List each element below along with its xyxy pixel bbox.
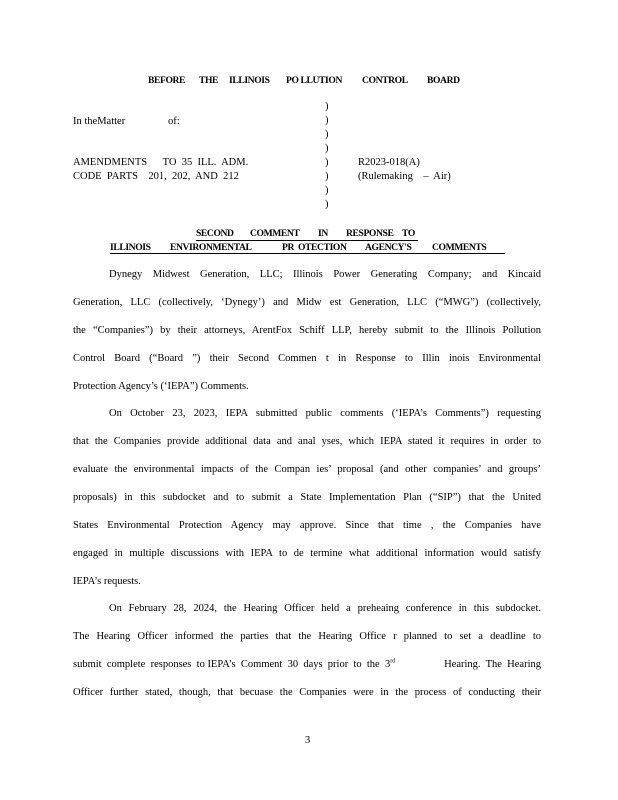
- body-line-9: proposals) in this subdocket and to submit a State Implementation Plan (“SIP”) that the United: [73, 492, 541, 503]
- doc-title-word: PR OTECTION: [282, 242, 347, 253]
- body-line-12: IEPA’s requests.: [73, 576, 141, 587]
- page-number: 3: [305, 735, 311, 746]
- ordinal-superscript: rd: [390, 658, 396, 665]
- board-title-word-3: ILLINOIS: [229, 75, 270, 86]
- doc-title-word: TO: [402, 228, 415, 239]
- doc-title-word: COMMENTS: [432, 242, 487, 253]
- doc-title-word: ILLINOIS: [110, 242, 151, 253]
- doc-title-word: ENVIRONMENTAL: [170, 242, 252, 253]
- matter-label: In theMatter: [73, 116, 126, 127]
- body-line-13: On February 28, 2024, the Hearing Officer held a preheaing conference in this subdocket.: [109, 603, 541, 614]
- body-line-15-lead: submit complete responses to IEPA’s Comment 30 days prior to the 3: [73, 659, 391, 670]
- body-line-11: engaged in multiple discussions with IEPA to de termine what additional information would satisfy: [73, 548, 541, 559]
- caption-bracket: ): [325, 185, 329, 196]
- body-line-15: [73, 658, 541, 672]
- doc-title-word: SECOND: [196, 228, 234, 239]
- body-line-8: evaluate the environmental impacts of the Compan ies’ proposal (and other companies’ and groups’: [73, 464, 541, 475]
- doc-title-underline-2: [110, 253, 505, 254]
- body-line-14: The Hearing Officer informed the parties that the Hearing Office r planned to set a deadline to: [73, 631, 541, 642]
- caption-bracket: ): [325, 115, 329, 126]
- docket-number: R2023-018(A): [358, 157, 420, 168]
- doc-title-word: IN: [318, 228, 328, 239]
- caption-left-line-1: AMENDMENTS TO 35 ILL. ADM.: [73, 157, 249, 168]
- caption-bracket: ): [325, 129, 329, 140]
- caption-bracket: ): [325, 171, 329, 182]
- board-title-word-6: BOARD: [427, 75, 460, 86]
- doc-title-word: AGENCY'S: [365, 242, 412, 253]
- body-line-4: Control Board (“Board ”) their Second Commen t in Response to Illin inois Environmental: [73, 353, 541, 364]
- body-line-1: Dynegy Midwest Generation, LLC; Illinois Power Generating Company; and Kincaid: [109, 269, 541, 280]
- body-line-2: Generation, LLC (collectively, ‘Dynegy’) and Midw est Generation, LLC (“MWG”) (collectively,: [73, 297, 541, 308]
- body-line-6: On October 23, 2023, IEPA submitted public comments (‘IEPA’s Comments”) requesting: [109, 408, 541, 419]
- board-title-word-5: CONTROL: [362, 75, 408, 86]
- caption-bracket: ): [325, 157, 329, 168]
- doc-title-word: COMMENT: [250, 228, 300, 239]
- doc-title-underline-1: [196, 240, 418, 241]
- of-label: of:: [168, 116, 180, 127]
- board-title-word-2: THE: [199, 75, 219, 86]
- doc-title-word: RESPONSE: [346, 228, 394, 239]
- board-title-word-4: PO LLUTION: [286, 75, 342, 86]
- caption-bracket: ): [325, 199, 329, 210]
- body-line-10: States Environmental Protection Agency may approve. Since that time , the Companies have: [73, 520, 541, 531]
- caption-bracket: ): [325, 143, 329, 154]
- docket-type: (Rulemaking – Air): [358, 171, 451, 182]
- body-line-15-tail: Hearing. The Hearing: [444, 659, 541, 670]
- body-line-3: the “Companies”) by their attorneys, ArentFox Schiff LLP, hereby submit to the Illinois Pollution: [73, 325, 541, 336]
- body-line-15-text: [73, 658, 395, 672]
- body-line-5: Protection Agency’s (‘IEPA”) Comments.: [73, 381, 249, 392]
- body-line-7: that the Companies provide additional data and anal yses, which IEPA stated it requires in order to: [73, 436, 541, 447]
- board-title-word-1: BEFORE: [148, 75, 186, 86]
- body-line-16: Officer further stated, though, that becuase the Companies were in the process of conducting their: [73, 687, 541, 698]
- caption-bracket: ): [325, 101, 329, 112]
- caption-left-line-2: CODE PARTS 201, 202, AND 212: [73, 171, 239, 182]
